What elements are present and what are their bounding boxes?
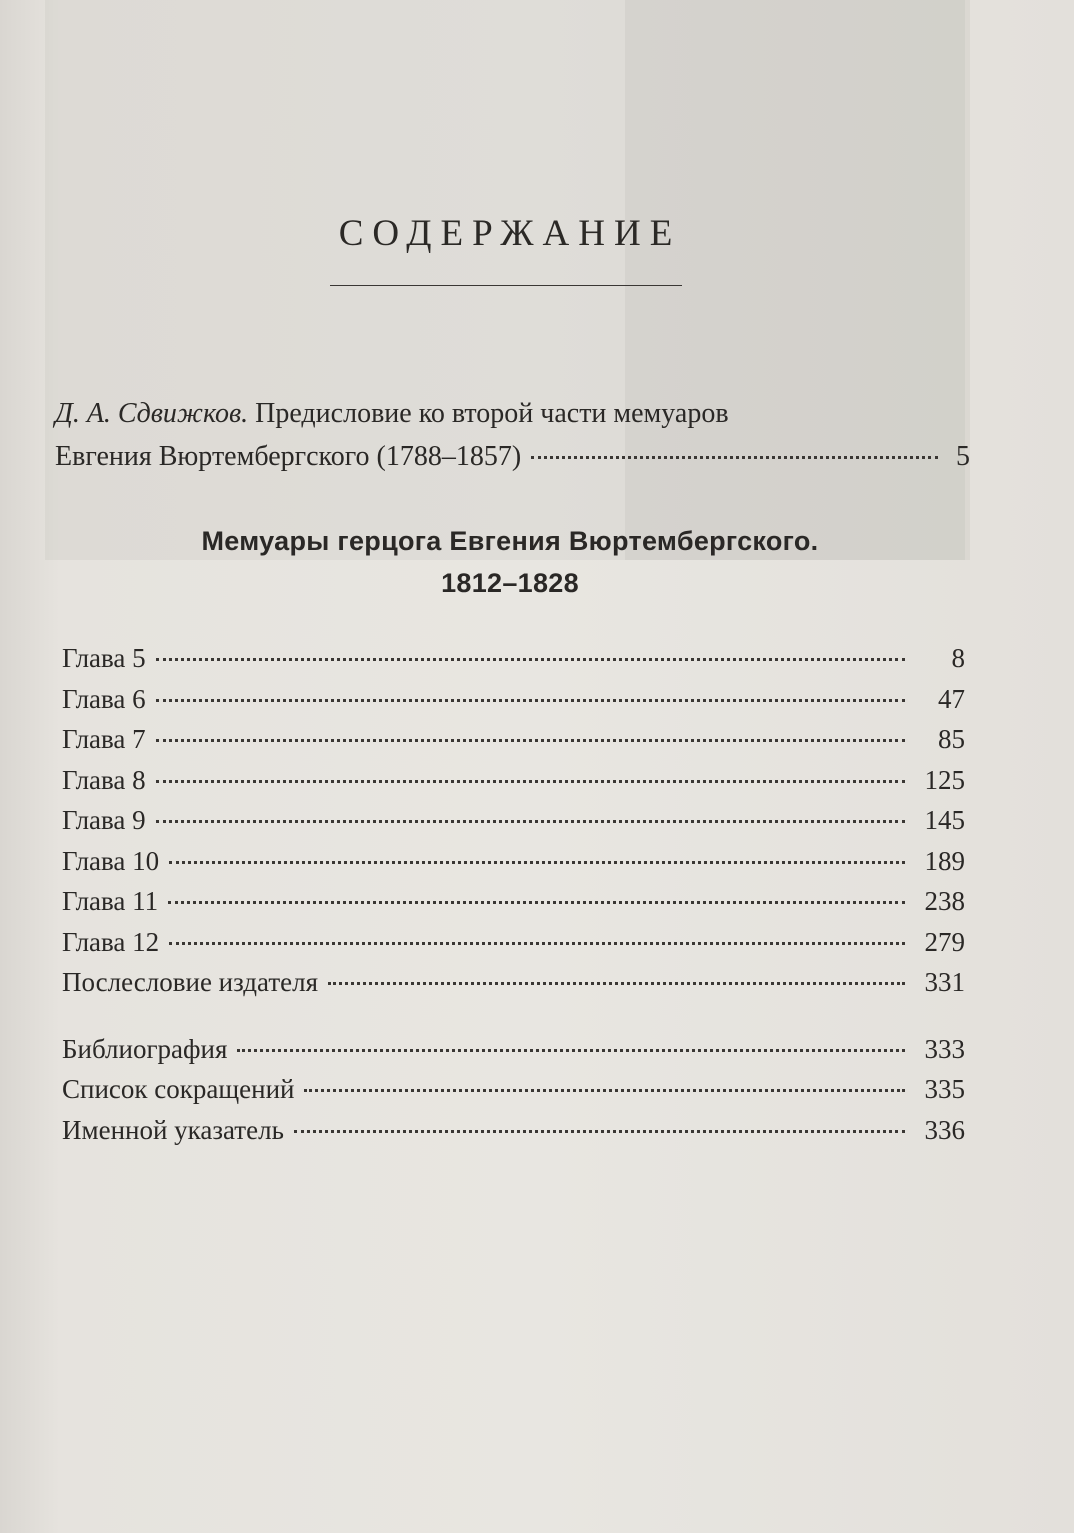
section-heading [0, 520, 1020, 604]
toc-entry-page: 85 [938, 724, 965, 754]
preface-line-2 [55, 435, 970, 478]
toc-entry [62, 1074, 965, 1115]
toc-entry-page: 336 [924, 1114, 965, 1145]
toc-entry-label: Глава 12 [62, 926, 160, 957]
preface-line-1 [55, 392, 970, 435]
toc-entry [62, 927, 965, 968]
dot-leader [294, 1130, 905, 1133]
toc-entry [62, 805, 965, 846]
toc-entry [62, 765, 965, 806]
section-heading-line-1: Мемуары герцога Евгения Вюртембергского. [201, 526, 819, 556]
toc-entry [62, 1034, 965, 1075]
dot-leader [328, 982, 905, 985]
toc-entry-label: Глава 10 [62, 845, 160, 876]
dot-leader [531, 456, 938, 459]
section-heading-line-2: 1812–1828 [441, 568, 579, 598]
dot-leader [156, 820, 905, 823]
page-title: СОДЕРЖАНИЕ [338, 213, 682, 254]
dot-leader [169, 942, 905, 945]
toc-entry-label: Послесловие издателя [62, 967, 318, 997]
toc-entry [62, 1115, 965, 1156]
toc-entry-page: 47 [938, 683, 965, 714]
dot-leader [156, 658, 905, 661]
toc-entry-page: 189 [924, 845, 965, 876]
preface-page: 5 [956, 441, 970, 472]
dot-leader [304, 1089, 905, 1092]
toc-entry-label: Глава 9 [62, 805, 146, 835]
toc-entry-page: 335 [924, 1074, 965, 1104]
toc-entry-label: Список сокращений [62, 1074, 295, 1104]
preface-title-part1: Предисловие ко второй части мемуаров [248, 398, 729, 429]
toc-entry-label: Именной указатель [62, 1114, 284, 1145]
toc-entry-page: 331 [924, 967, 965, 997]
dot-leader [237, 1049, 905, 1052]
title-divider [330, 285, 682, 286]
toc-entry-label: Глава 7 [62, 724, 146, 754]
dot-leader [169, 861, 905, 864]
dot-leader [156, 780, 905, 783]
toc-entry [62, 967, 965, 1008]
table-of-contents [62, 643, 965, 1155]
toc-entry-label: Глава 8 [62, 764, 146, 795]
dot-leader [156, 699, 905, 702]
toc-entry [62, 724, 965, 765]
toc-entry-page: 145 [924, 805, 965, 835]
toc-spacer [62, 1008, 965, 1034]
toc-entry-page: 279 [924, 926, 965, 957]
toc-entry-label: Глава 5 [62, 643, 146, 673]
toc-entry [62, 846, 965, 887]
toc-entry-label: Глава 11 [62, 886, 159, 916]
toc-entry-label: Глава 6 [62, 683, 146, 714]
dot-leader [156, 739, 905, 742]
toc-entry [62, 684, 965, 725]
toc-entry-page: 8 [951, 643, 965, 673]
preface-title-part2: Евгения Вюртембергского (1788–1857) [55, 441, 522, 472]
toc-entry-page: 238 [924, 886, 965, 916]
toc-entry-page: 333 [924, 1033, 965, 1064]
toc-entry [62, 886, 965, 927]
toc-entry [62, 643, 965, 684]
preface-author: Д. А. Сдвижков. [55, 398, 249, 429]
toc-entry-page: 125 [924, 764, 965, 795]
toc-entry-label: Библиография [62, 1033, 228, 1064]
dot-leader [168, 901, 905, 904]
preface-entry [55, 392, 970, 478]
